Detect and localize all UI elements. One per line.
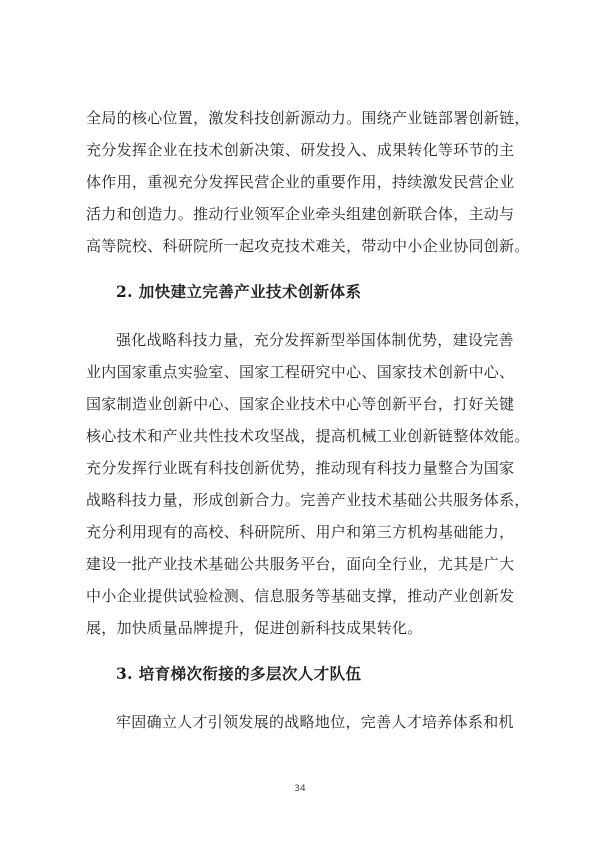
text-line: 活力和创造力。推动行业领军企业牵头组建创新联合体，主动与 (86, 205, 515, 223)
text-line: 高等院校、科研院所一起攻克技术难关，带动中小企业协同创新。 (86, 237, 530, 255)
text-line: 业内国家重点实验室、国家工程研究中心、国家技术创新中心、 (86, 363, 515, 381)
paragraph-3 (86, 706, 526, 738)
page-body (86, 102, 530, 738)
text-line: 中小企业提供试验检测、信息服务等基础支撑，推动产业创新发 (86, 587, 515, 605)
page-number: 34 (294, 784, 306, 794)
paragraph-2 (86, 324, 530, 644)
text-line: 体作用，重视充分发挥民营企业的重要作用，持续激发民营企业 (86, 173, 515, 191)
text-line: 国家制造业创新中心、国家企业技术中心等创新平台，打好关键 (86, 395, 515, 413)
text-line: 强化战略科技力量，充分发挥新型举国体制优势，建设完善 (116, 331, 514, 349)
text-line: 充分发挥企业在技术创新决策、研发投入、成果转化等环节的主 (86, 141, 515, 159)
text-line: 充分发挥行业既有科技创新优势，推动现有科技力量整合为国家 (86, 459, 515, 477)
text-line: 全局的核心位置，激发科技创新源动力。围绕产业链部署创新链， (86, 109, 530, 127)
text-line: 牢固确立人才引领发展的战略地位，完善人才培养体系和机 (116, 713, 514, 731)
text-line: 充分利用现有的高校、科研院所、用户和第三方机构基础能力， (86, 523, 515, 541)
text-line: 战略科技力量，形成创新合力。完善产业技术基础公共服务体系， (86, 491, 530, 509)
section-heading-2: 2. 加快建立完善产业技术创新体系 (116, 282, 362, 301)
text-line: 核心技术和产业共性技术攻坚战，提高机械工业创新链整体效能。 (86, 427, 530, 445)
text-line: 展，加快质量品牌提升，促进创新科技成果转化。 (86, 619, 423, 637)
text-line: 建设一批产业技术基础公共服务平台，面向全行业，尤其是广大 (86, 555, 515, 573)
paragraph-1 (86, 102, 530, 262)
section-heading-3: 3. 培育梯次衔接的多层次人才队伍 (116, 664, 362, 683)
